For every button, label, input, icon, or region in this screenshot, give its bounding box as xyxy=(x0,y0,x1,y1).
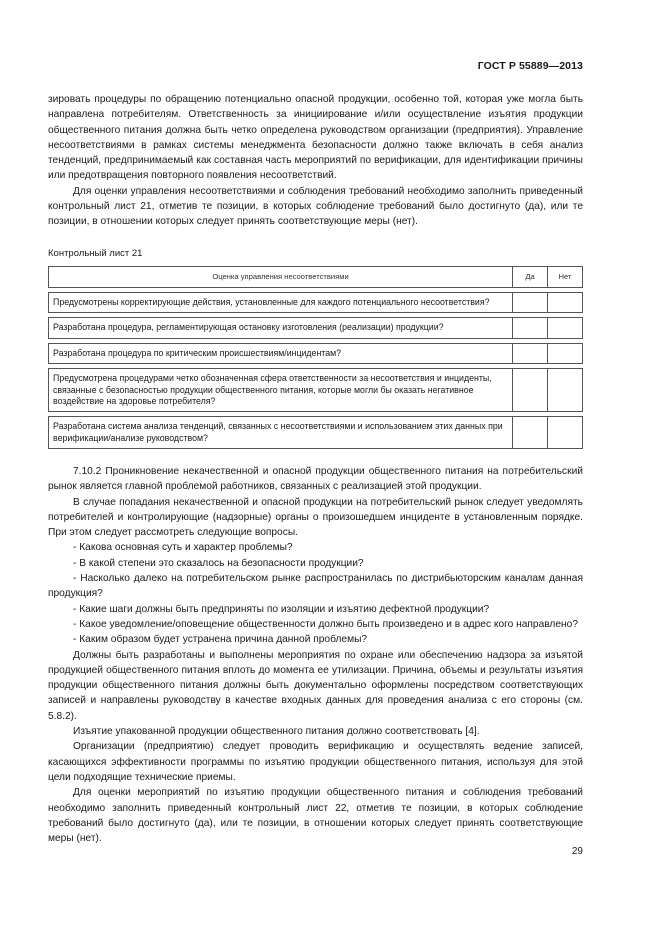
column-header-yes: Да xyxy=(513,267,548,288)
paragraph: Организации (предприятию) следует проводить верификацию и осуществлять ведение записей, касающихся эффективности программы по изъятию продукции общественного питания, используя для этой цели подходящие технические приемы. xyxy=(48,741,583,783)
table-header-row xyxy=(49,267,583,288)
paragraph: зировать процедуры по обращению потенциально опасной продукции, особенно той, которая уже могла быть направлена потребителям. Ответственность за инициирование и/или осуществление изъятия продукции общественного питания должна быть четко определена руководством организации (предприятия). Управление несоответствиями в рамках системы менеджмента безопасности должно также включать в себя анализ тенденций, предпринимаемый как составная часть мероприятий по верификации, для идентификации причины или предотвращения повторного появления несоответствий. xyxy=(48,94,583,182)
question-item: - Какие шаги должны быть предприняты по изоляции и изъятию дефектной продукции? xyxy=(73,603,490,615)
question-item: - Каким образом будет устранена причина данной проблемы? xyxy=(73,634,368,646)
criterion-cell: Предусмотрена процедурами четко обозначенная сфера ответственности за несоответствия и инциденты, связанные с безопасностью продукции общественного питания, которые могли бы оказать негативное воздействие на здоровье потребителя? xyxy=(49,369,513,412)
table-row xyxy=(49,318,583,338)
no-cell[interactable] xyxy=(548,343,583,363)
table-row xyxy=(49,343,583,363)
question-item: - Какое уведомление/оповещение общественности должно быть произведено и в адрес кого направлено? xyxy=(73,618,578,630)
paragraph: В случае попадания некачественной и опасной продукции на потребительский рынок следует уведомлять потребителей и контролирующие (надзорные) органы о произошедшем инциденте в установленным порядке. При этом следует рассмотреть следующие вопросы. xyxy=(48,496,583,539)
column-header-no: Нет xyxy=(548,267,583,288)
criterion-cell: Разработана процедура по критическим происшествиям/инцидентам? xyxy=(49,343,513,363)
checklist-caption: Контрольный лист 21 xyxy=(48,248,143,259)
question-item: - Насколько далеко на потребительском рынке распространилась по дистрибьюторским каналам данная продукция? xyxy=(48,573,583,600)
paragraph: 7.10.2 Проникновение некачественной и опасной продукции общественного питания на потребительский рынок является главной проблемой работников, связанных с реализацией этой продукции. xyxy=(48,466,583,493)
paragraph: Изъятие упакованной продукции общественного питания должно соответствовать [4]. xyxy=(73,726,480,738)
table-row xyxy=(49,369,583,412)
paragraph: Для оценки управления несоответствиями и соблюдения требований необходимо заполнить приведенный контрольный лист 21, отметив те позиции, в которых соблюдение требований было достигнуто (да), или те позиции, в отношении которых следует принять соответствующие меры (нет). xyxy=(48,185,583,228)
criterion-cell: Разработана система анализа тенденций, связанных с несоответствиями и использованием этих данных при верификации/анализе руководством? xyxy=(49,417,513,449)
no-cell[interactable] xyxy=(548,318,583,338)
no-cell[interactable] xyxy=(548,369,583,412)
standard-designation: ГОСТ Р 55889—2013 xyxy=(477,60,583,72)
criterion-cell: Разработана процедура, регламентирующая остановку изготовления (реализации) продукции? xyxy=(49,318,513,338)
no-cell[interactable] xyxy=(548,293,583,313)
paragraph: Должны быть разработаны и выполнены мероприятия по охране или обеспечению надзора за изъятой продукцией общественного питания вплоть до момента ее утилизации. Причина, объемы и результаты изъятия продукции общественного питания должны быть документально оформлены посредством соответствующих записей и направлены руководству в качестве входных данных для проведения анализа с его стороны (см. 5.8.2). xyxy=(48,649,583,722)
question-item: - Какова основная суть и характер проблемы? xyxy=(73,542,293,554)
table-row xyxy=(49,417,583,449)
question-item: - В какой степени это сказалось на безопасности продукции? xyxy=(73,557,364,569)
checklist-table xyxy=(48,266,583,449)
column-header-criterion: Оценка управления несоответствиями xyxy=(49,267,513,288)
yes-cell[interactable] xyxy=(513,417,548,449)
yes-cell[interactable] xyxy=(513,318,548,338)
page-number: 29 xyxy=(571,846,583,857)
yes-cell[interactable] xyxy=(513,293,548,313)
intro-text xyxy=(48,92,583,230)
criterion-cell: Предусмотрены корректирующие действия, установленные для каждого потенциального несоответствия? xyxy=(49,293,513,313)
table-row xyxy=(49,293,583,313)
yes-cell[interactable] xyxy=(513,343,548,363)
section-7-10-2-text xyxy=(48,464,583,846)
no-cell[interactable] xyxy=(548,417,583,449)
paragraph: Для оценки мероприятий по изъятию продукции общественного питания и соблюдения требований необходимо заполнить приведенный контрольный лист 22, отметив те позиции, в которых соблюдение требований было достигнуто (да), или те позиции, в отношении которых следует принять соответствующие меры (нет). xyxy=(48,787,583,845)
yes-cell[interactable] xyxy=(513,369,548,412)
